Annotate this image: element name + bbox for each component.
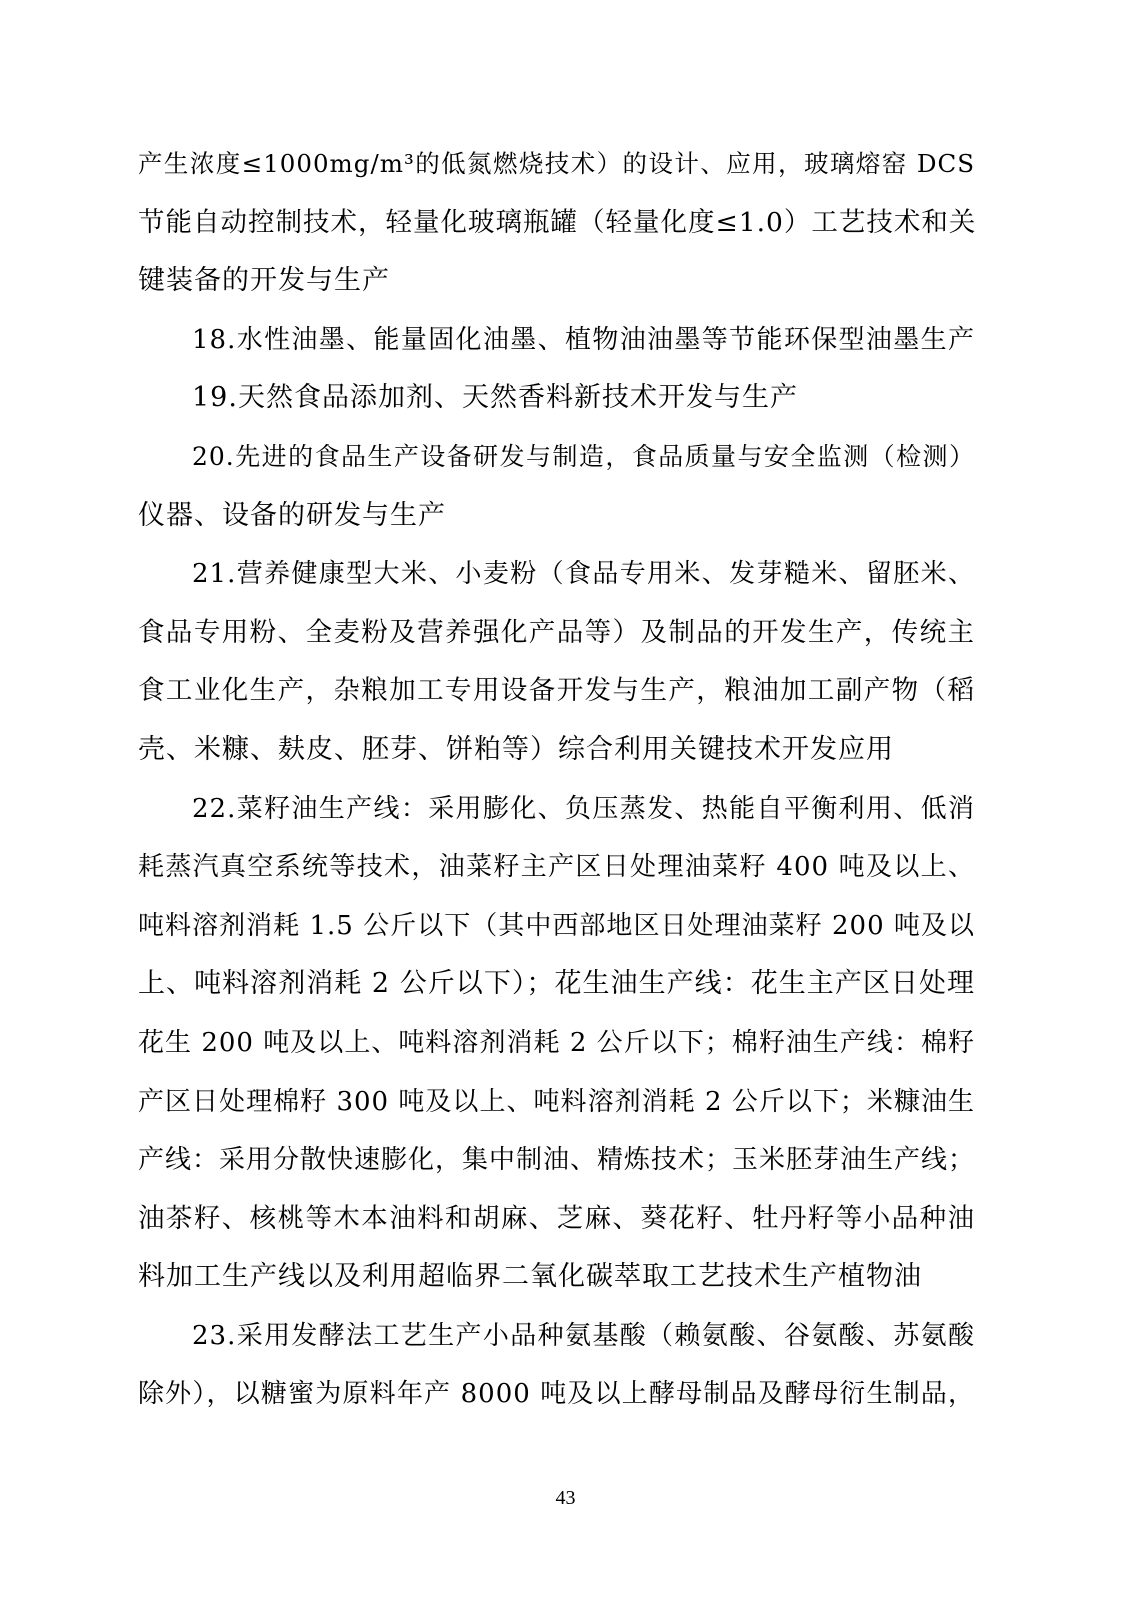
text-line: 花生 200 吨及以上、吨料溶剂消耗 2 公斤以下；棉籽油生产线：棉籽 [138,1027,975,1058]
text-line: 18.水性油墨、能量固化油墨、植物油油墨等节能环保型油墨生产 [192,324,975,355]
text-line: 20.先进的食品生产设备研发与制造，食品质量与安全监测（检测） [192,441,975,471]
text-line: 上、吨料溶剂消耗 2 公斤以下）；花生油生产线：花生主产区日处理 [138,968,975,1000]
text-line: 23.采用发酵法工艺生产小品种氨基酸（赖氨酸、谷氨酸、苏氨酸 [192,1320,975,1351]
text-line: 键装备的开发与生产 [138,265,390,297]
text-line: 仪器、设备的研发与生产 [138,499,446,531]
text-line: 料加工生产线以及利用超临界二氧化碳萃取工艺技术生产植物油 [138,1261,922,1293]
text-line: 食品专用粉、全麦粉及营养强化产品等）及制品的开发生产，传统主 [138,616,975,648]
text-line: 21.营养健康型大米、小麦粉（食品专用米、发芽糙米、留胚米、 [192,559,975,590]
text-line: 壳、米糠、麸皮、胚芽、饼粕等）综合利用关键技术开发应用 [138,733,894,765]
text-line: 食工业化生产，杂粮加工专用设备开发与生产，粮油加工副产物（稻 [138,675,975,707]
text-line: 产区日处理棉籽 300 吨及以上、吨料溶剂消耗 2 公斤以下；米糠油生 [138,1086,975,1117]
text-line: 产线：采用分散快速膨化，集中制油、精炼技术；玉米胚芽油生产线； [138,1145,976,1176]
text-line: 耗蒸汽真空系统等技术，油菜籽主产区日处理油菜籽 400 吨及以上、 [138,852,975,883]
text-line: 19.天然食品添加剂、天然香料新技术开发与生产 [192,382,798,414]
text-line: 除外），以糖蜜为原料年产 8000 吨及以上酵母制品及酵母衍生制品， [138,1379,975,1410]
document-body [138,142,975,1431]
text-line: 产生浓度≤1000mg/m³的低氮燃烧技术）的设计、应用，玻璃熔窑 DCS [138,149,975,178]
text-line: 节能自动控制技术，轻量化玻璃瓶罐（轻量化度≤1.0）工艺技术和关 [138,206,977,238]
text-line: 吨料溶剂消耗 1.5 公斤以下（其中西部地区日处理油菜籽 200 吨及以 [138,910,975,941]
page-number: 43 [555,1487,576,1509]
text-line: 油茶籽、核桃等木本油料和胡麻、芝麻、葵花籽、牡丹籽等小品种油 [138,1202,975,1234]
text-line: 22.菜籽油生产线：采用膨化、负压蒸发、热能自平衡利用、低消 [192,793,975,824]
